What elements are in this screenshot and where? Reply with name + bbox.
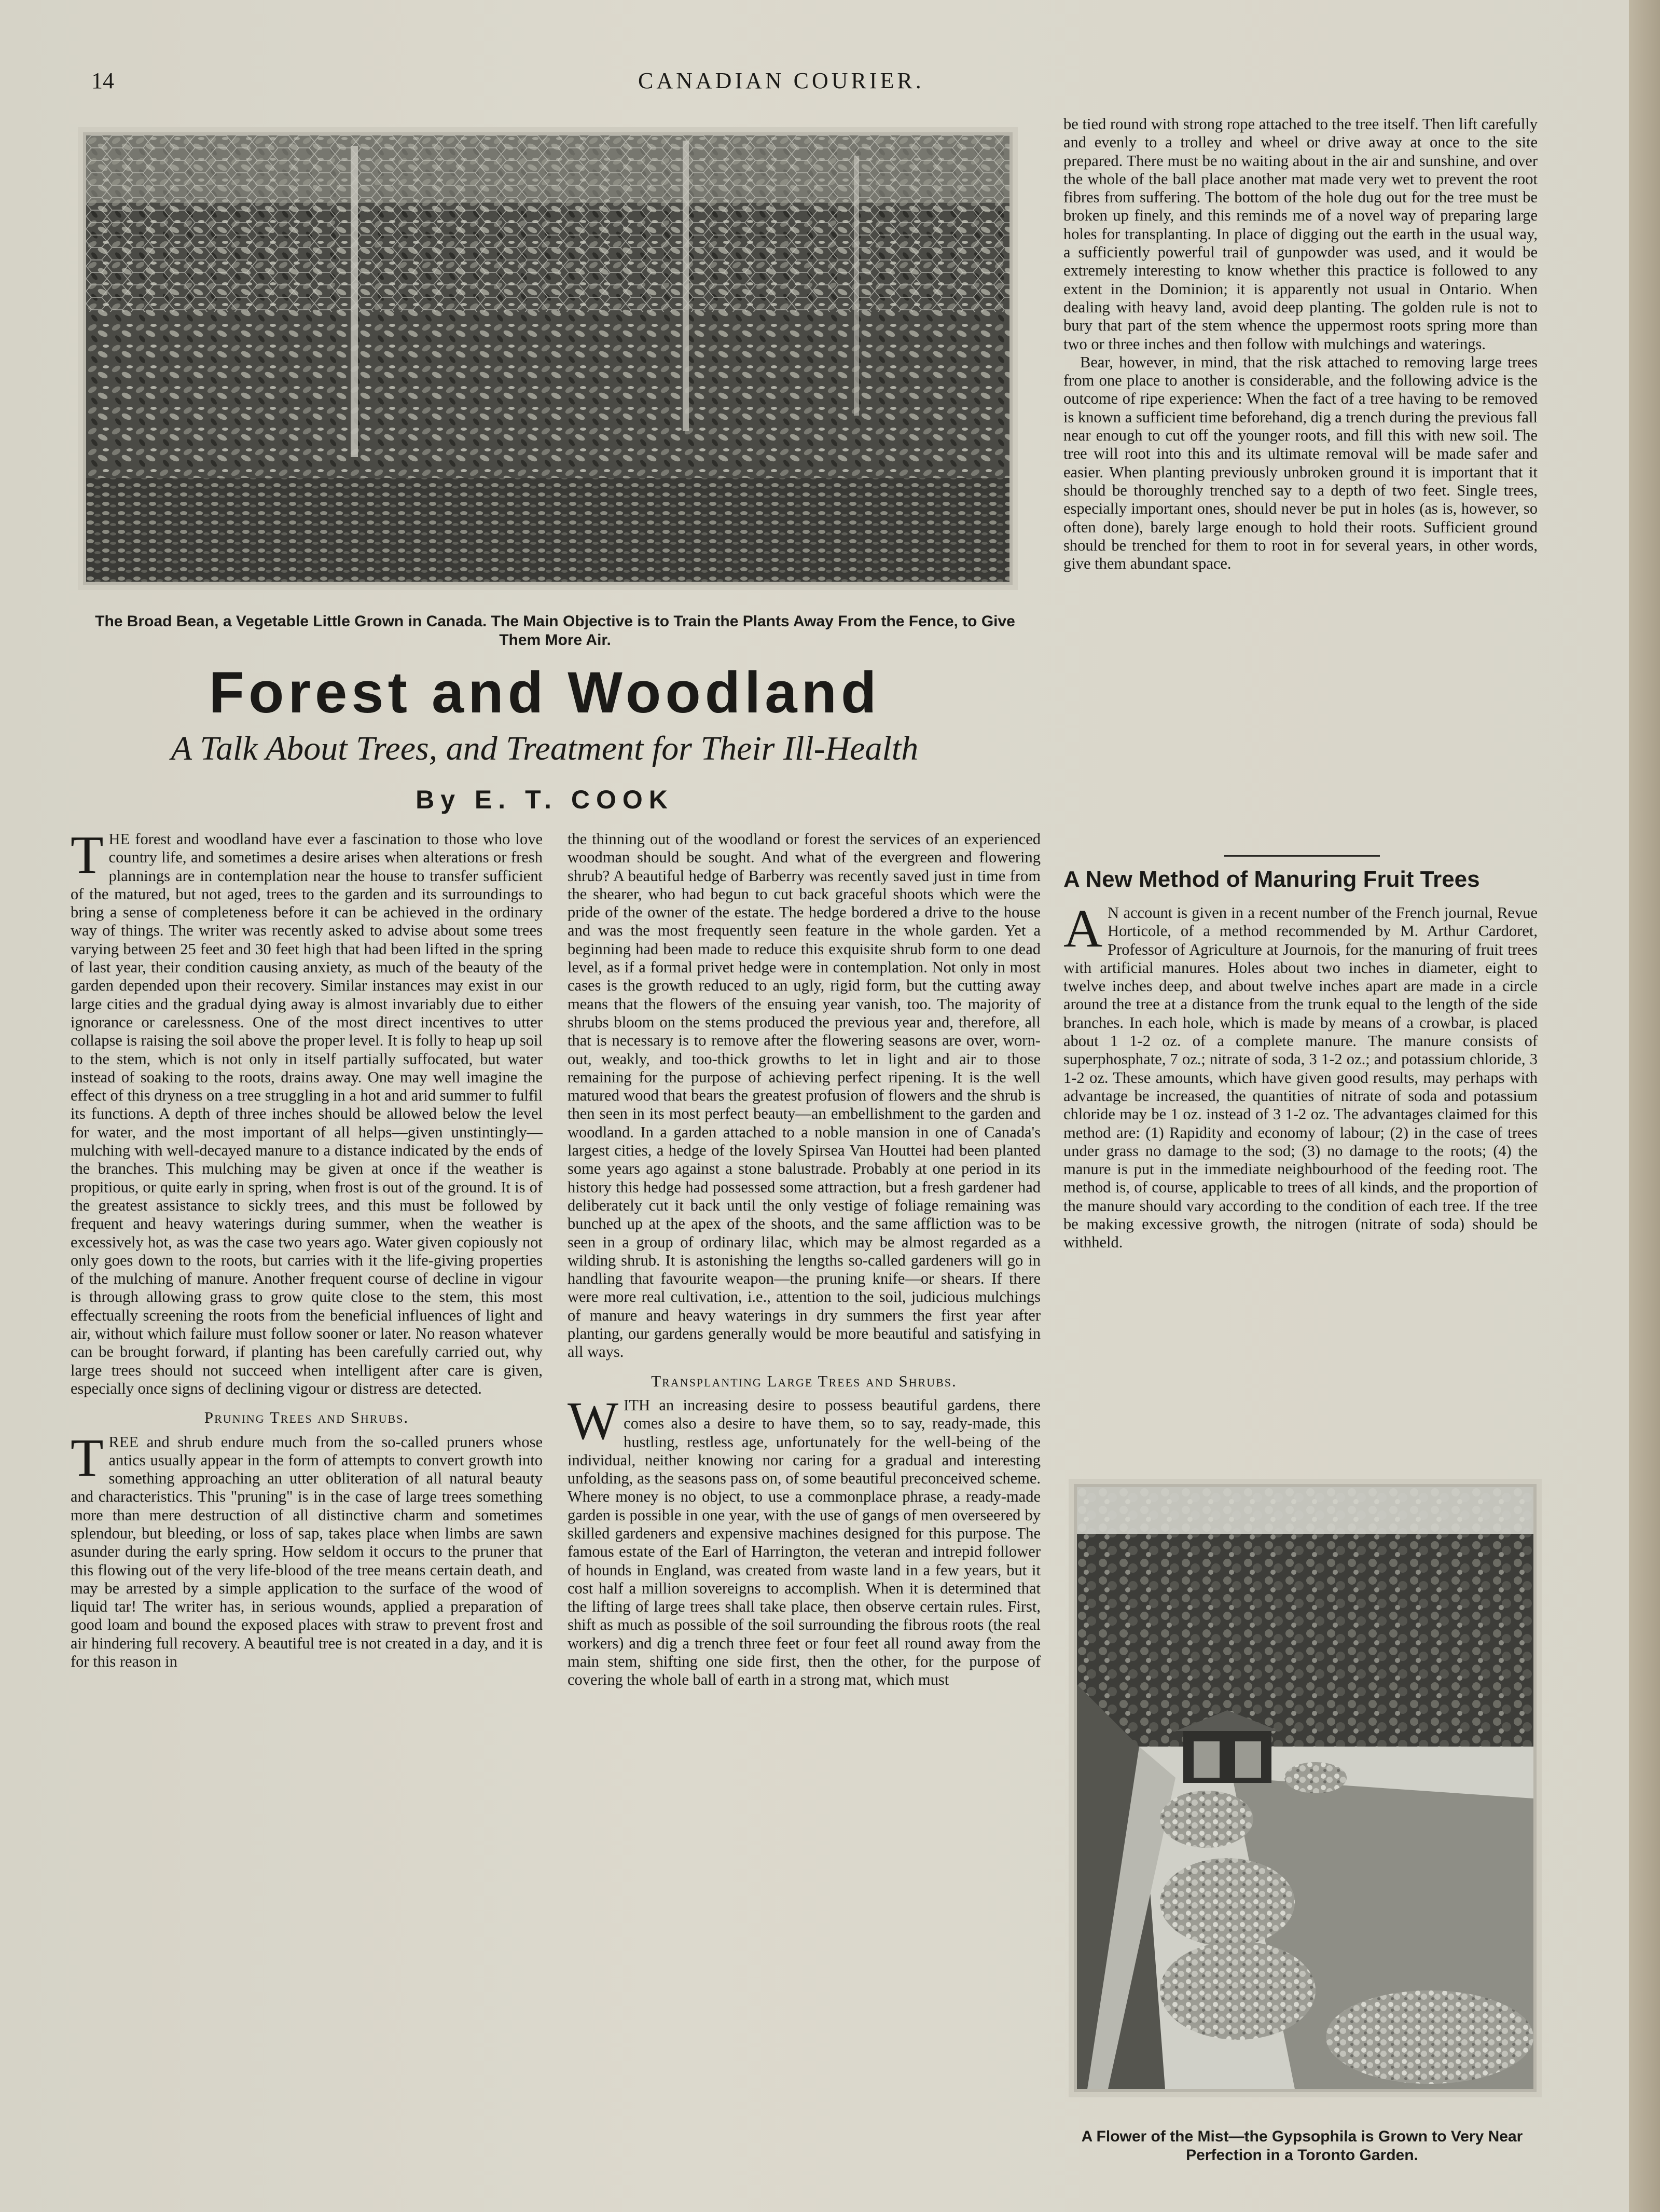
paragraph-text: N account is given in a recent number of the French journal, Revue Horticole, of a method recommended by M. Arthur Cardoret, Professor of Agriculture at Journois, for the manuring of fruit trees with artificial manures. Holes about two inches in diameter, eight to twelve inches deep, and about twelve inches apart are made in a circle around the tree at a distance from the trunk equal to the length of the side branches. In each hole, which is made by means of a crowbar, is placed about 1 1-2 oz. of a complete manure. The manure consists of superphosphate, 7 oz.; nitrate of soda, 3 1-2 oz.; and potassium chloride, 3 1-2 oz. These amounts, which have given good results, may perhaps with advantage be increased, the quantities of nitrate of soda and potassium chloride may be 1 oz. instead of 3 1-2 oz. The advantages claimed for this method are: (1) Rapidity and economy of labour; (2) in the case of trees under grass no damage to the sod; (3) no damage to the roots; (4) the manure is put in the immediate neighbourhood of the feeding root. The method is, of course, applicable to trees of all kinds, and the proportion of the manure should vary according to the condition of each tree. If the tree be making excessive growth, the nitrogen (nitrate of soda) should be withheld.: [1063, 904, 1538, 1252]
gypsophila-garden-photo: [1074, 1484, 1537, 2092]
broad-bean-photo: [83, 132, 1013, 585]
article-paragraph: be tied round with strong rope attached to the tree itself. Then lift carefully and evenly to a trolley and wheel or drive away at once to the site prepared. There must be no waiting about in the air and sunshine, and over the whole of the ball place another mat made very wet to prevent the root fibres from suffering. The bottom of the hole dug out for the tree must be broken up finely, and this reminds me of a novel way of preparing large holes for transplanting. In place of digging out the earth in the usual way, a sufficiently powerful trail of gunpowder was used, and it would be extremely interesting to know whether this practice is followed to any extent in the Dominion; it is apparently not usual in Ontario. When dealing with heavy land, avoid deep planting. The golden rule is not to bury that part of the stem whence the uppermost roots spring more than two or three inches and then follow with mulchings and waterings.: [1063, 115, 1538, 353]
drop-cap: T: [71, 830, 104, 885]
page-number: 14: [91, 68, 114, 93]
paragraph-text: HE forest and woodland have ever a fascination to those who love country life, and sometimes a desire arises when alterations or fresh plannings are in contemplation near the house to transfer sufficient of the matured, but not aged, trees to the garden and its surroundings to bring a sense of completeness before it can be achieved in the ordinary way of things. The writer was recently asked to advise about some trees varying between 25 feet and 30 feet high that had been lifted in the spring of last year, their condition causing anxiety, as much of the beauty of the garden depended upon their recovery. Similar instances may exist in our large cities and the gradual dying away is almost invariably due to either ignorance or carelessness. One of the most direct incentives to utter collapse is raising the soil above the proper level. It is folly to heap up soil to the stem, which is not only in itself partially suffocated, but water instead of soaking to the roots, drains away. One may well imagine the effect of this dryness on a tree struggling in a hot and arid summer to fulfil its functions. A depth of three inches should be allowed below the level for water, and the most important of all helps—given unstintingly—mulching with well-decayed manure to a distance indicated by the ends of the branches. This mulching may be given at once if the weather is propitious, or quite early in spring, when frost is out of the ground. It is of the greatest assistance to sickly trees, and this must be followed by frequent and heavy waterings during summer, when the weather is excessively hot, as was the case two years ago. Water given copiously not only goes down to the roots, but carries with it the life-giving properties of the mulching of manure. Another frequent course of decline in vigour is through allowing grass to grow quite close to the stem, this most effectually screening the roots from the beneficial influences of light and air, without which failure must follow sooner or later. No reason whatever can be brought forward, if planting has been carefully carried out, why large trees should not succeed when intelligent after care is given, especially once signs of declining vigour or distress are detected.: [71, 830, 543, 1397]
section-divider: [1224, 855, 1380, 857]
article-paragraph: [71, 1427, 543, 1671]
bottom-photo-caption: A Flower of the Mist—the Gypsophila is Grown to Very Near Perfection in a Toronto Garden.: [1081, 2128, 1523, 2164]
transplanting-heading: Transplanting Large Trees and Shrubs.: [651, 1371, 957, 1390]
sidebar-article-body: [1063, 904, 1538, 1464]
article-paragraph: the thinning out of the woodland or forest the services of an experienced woodman should be sought. And what of the evergreen and flowering shrub? A beautiful hedge of Barberry was recently saved just in time from the shearer, who had begun to cut back graceful shoots which were the pride of the owner of the estate. The hedge bordered a drive to the house and was the most frequently seen feature in the whole garden. Yet a beginning had been made to reduce this exquisite shrub form to one dead level, as if a formal privet hedge were in contemplation. Not only in most cases is the growth reduced to an ugly, rigid form, but the cutting away means that the flowers of the ensuing year vanish, too. The majority of shrubs bloom on the stems produced the previous year and, therefore, all that is necessary is to remove after the flowering seasons are over, worn-out, weakly, and too-thick growths to let in light and air to those remaining for the purpose of achieving perfect ripening. It is the well matured wood that bears the greatest profusion of flowers and the shrub is then seen in its most perfect beauty—an embellishment to the garden and woodland. In a garden attached to a noble mansion in one of Canada's largest cities, a hedge of the lovely Spirsea Van Houttei had been planted some years ago against a stone balustrade. Probably at one period in its history this hedge had possessed some attraction, but a fresh gardener had deliberately cut it back until the only vestige of foliage remaining was bunched up at the apex of the shoots, and the same affliction was to be seen in a group of ordinary lilac, which may be almost regarded as a wilding shrub. It is astonishing the lengths so-called gardeners will go in handling that favourite weapon—the pruning knife—or shears. If there were more real cultivation, i.e., attention to the soil, judicious mulchings of manure and heavy waterings in dry summers the first year after planting, our gardens generally would be more beautiful and satisfying in all ways.: [568, 830, 1041, 1361]
broad-bean-image: [86, 135, 1009, 582]
paragraph-text: ITH an increasing desire to possess beautiful gardens, there comes also a desire to have them, so to say, ready-made, this hustling, restless age, unfortunately for the well-being of the individual, neither knowing nor caring for a gradual and interesting unfolding, as the seasons pass on, of some beautiful preconceived scheme. Where money is no object, to use a commonplace phrase, a ready-made garden is possible in one year, with the use of gangs of men overseered by skilled gardeners and expensive machines designed for this purpose. The famous estate of the Earl of Harrington, the veteran and intrepid follower of hounds in England, was created from waste land in a few years, but it cost half a million sovereigns to accomplish. When it is determined that the lifting of large trees shall take place, then observe certain rules. First, shift as much as possible of the soil surrounding the fibrous roots (the real workers) and dig a trench three feet or four feet all round away from the main stem, shifting one side first, then the other, for the purpose of covering the whole ball of earth in a strong mat, which must: [568, 1396, 1041, 1689]
publication-title: CANADIAN COURIER.: [638, 68, 924, 93]
article-column-3: [1063, 115, 1538, 847]
page-edge: [1629, 0, 1660, 2212]
article-column-1: [71, 830, 543, 2159]
article-paragraph: [71, 830, 543, 1398]
article-column-2: [568, 830, 1041, 2159]
drop-cap: A: [1063, 904, 1103, 958]
garden-image: [1077, 1487, 1533, 2089]
article-title: Forest and Woodland: [209, 660, 881, 725]
paragraph-text: REE and shrub endure much from the so-called pruners whose antics usually appear in the form of attempts to convert growth into something approaching an utter obliteration of all natural beauty and characteristics. This "pruning" is in the case of large trees something more than mere destruction of all distinctive charm and sometimes splendour, but bleeding, or loss of sap, takes place when limbs are sawn asunder during the early spring. How seldom it occurs to the pruner that this flowing out of the very life-blood of the tree means certain death, and may be arrested by a simple application to the surface of the wood of liquid tar! The writer has, in serious wounds, applied a preparation of good loam and bound the exposed places with straw to prevent frost and air hindering full recovery. A beautiful tree is not created in a day, and it is for this reason in: [71, 1433, 543, 1671]
article-paragraph: Bear, however, in mind, that the risk attached to removing large trees from one place to another is considerable, and the following advice is the outcome of ripe experience: When the fact of a tree having to be removed is known a sufficient time beforehand, dig a trench during the previous fall near enough to cut off the younger roots, and fill this with new soil. The tree will root into this and its ultimate removal will be made safer and easier. When planting previously unbroken ground it is important that it should be thoroughly trenched say to a depth of two feet. Single trees, especially important ones, should never be put in holes (as is, however, so often done), barely large enough to hold their roots. Sufficient ground should be trenched for them to root in for several years, in other words, give them abundant space.: [1063, 353, 1538, 573]
article-subtitle: A Talk About Trees, and Treatment for Their Ill-Health: [171, 730, 919, 767]
top-photo-caption: The Broad Bean, a Vegetable Little Grown in Canada. The Main Objective is to Train the Plants Away From the Fence, to Give Them More Air.: [95, 613, 1015, 649]
article-paragraph: [1063, 904, 1538, 1252]
article-paragraph: [568, 1391, 1041, 1689]
drop-cap: T: [71, 1427, 104, 1488]
pruning-heading: Pruning Trees and Shrubs.: [204, 1408, 409, 1427]
drop-cap: W: [568, 1391, 619, 1451]
sidebar-article-title: A New Method of Manuring Fruit Trees: [1063, 867, 1480, 892]
article-byline: By E. T. COOK: [416, 785, 674, 814]
